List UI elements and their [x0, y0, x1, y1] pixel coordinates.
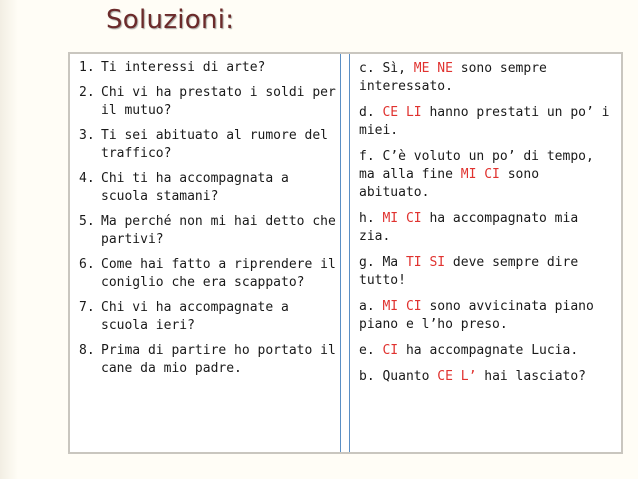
- question-number: 8.: [79, 343, 95, 358]
- question-item: [79, 84, 340, 120]
- question-item: [79, 59, 340, 77]
- answers-column: [349, 54, 621, 452]
- answer-pronoun-highlight: CE LI: [382, 105, 422, 120]
- decorative-left-band: [0, 0, 18, 479]
- answer-text: g. Ma: [359, 255, 406, 270]
- answer-text: hanno prestati un po’ i miei.: [359, 105, 610, 138]
- question-number: 2.: [79, 85, 95, 100]
- question-text: Chi vi ha accompagnate a scuola ieri?: [101, 300, 289, 333]
- answer-text: hai lasciato?: [476, 369, 586, 384]
- question-item: [79, 127, 340, 163]
- answer-item: [359, 298, 615, 334]
- answer-text: e.: [359, 343, 383, 358]
- question-item: [79, 213, 340, 249]
- answer-text: ha accompagnato mia zia.: [359, 211, 579, 244]
- slide-title: Soluzioni:: [106, 5, 235, 35]
- question-number: 1.: [79, 60, 95, 75]
- question-item: [79, 170, 340, 206]
- question-number: 6.: [79, 257, 95, 272]
- answer-pronoun-highlight: MI CI: [382, 211, 422, 226]
- question-number: 3.: [79, 128, 95, 143]
- answer-pronoun-highlight: MI CI: [460, 167, 500, 182]
- answer-text: c. Sì,: [359, 61, 414, 76]
- question-text: Ti sei abituato al rumore del traffico?: [101, 128, 328, 161]
- answer-item: [359, 210, 615, 246]
- question-item: [79, 256, 340, 292]
- answer-item: [359, 104, 615, 140]
- answer-text: b. Quanto: [359, 369, 438, 384]
- answer-pronoun-highlight: ME NE: [413, 61, 453, 76]
- question-text: Ti interessi di arte?: [101, 60, 266, 75]
- question-item: [79, 342, 340, 378]
- answer-pronoun-highlight: CI: [382, 343, 399, 358]
- question-text: Chi ti ha accompagnata a scuola stamani?: [101, 171, 289, 204]
- question-number: 4.: [79, 171, 95, 186]
- answer-item: [359, 254, 615, 290]
- solutions-table: [68, 52, 623, 454]
- answer-text: ha accompagnate Lucia.: [398, 343, 579, 358]
- answer-text: a.: [359, 299, 383, 314]
- question-text: Ma perché non mi hai detto che partivi?: [101, 214, 336, 247]
- answer-text: sono sempre interessato.: [359, 61, 547, 94]
- question-text: Chi vi ha prestato i soldi per il mutuo?: [101, 85, 336, 118]
- answer-text: deve sempre dire tutto!: [359, 255, 579, 288]
- answer-item: [359, 368, 615, 386]
- questions-column: [70, 54, 341, 452]
- answer-text: d.: [359, 105, 383, 120]
- answer-pronoun-highlight: CE L’: [437, 369, 477, 384]
- answer-text: h.: [359, 211, 383, 226]
- answer-item: [359, 148, 615, 202]
- question-number: 5.: [79, 214, 95, 229]
- answer-item: [359, 60, 615, 96]
- answer-text: sono avvicinata piano piano e l’ho preso.: [359, 299, 594, 332]
- answer-text: f. C’è voluto un po’ di tempo, ma alla fine: [359, 149, 594, 182]
- answer-pronoun-highlight: MI CI: [382, 299, 422, 314]
- answer-text: sono abituato.: [359, 167, 540, 200]
- question-item: [79, 299, 340, 335]
- answer-pronoun-highlight: TI SI: [405, 255, 446, 270]
- question-number: 7.: [79, 300, 95, 315]
- question-text: Come hai fatto a riprendere il coniglio che era scappato?: [101, 257, 336, 290]
- question-text: Prima di partire ho portato il cane da mio padre.: [101, 343, 336, 376]
- answer-item: [359, 342, 615, 360]
